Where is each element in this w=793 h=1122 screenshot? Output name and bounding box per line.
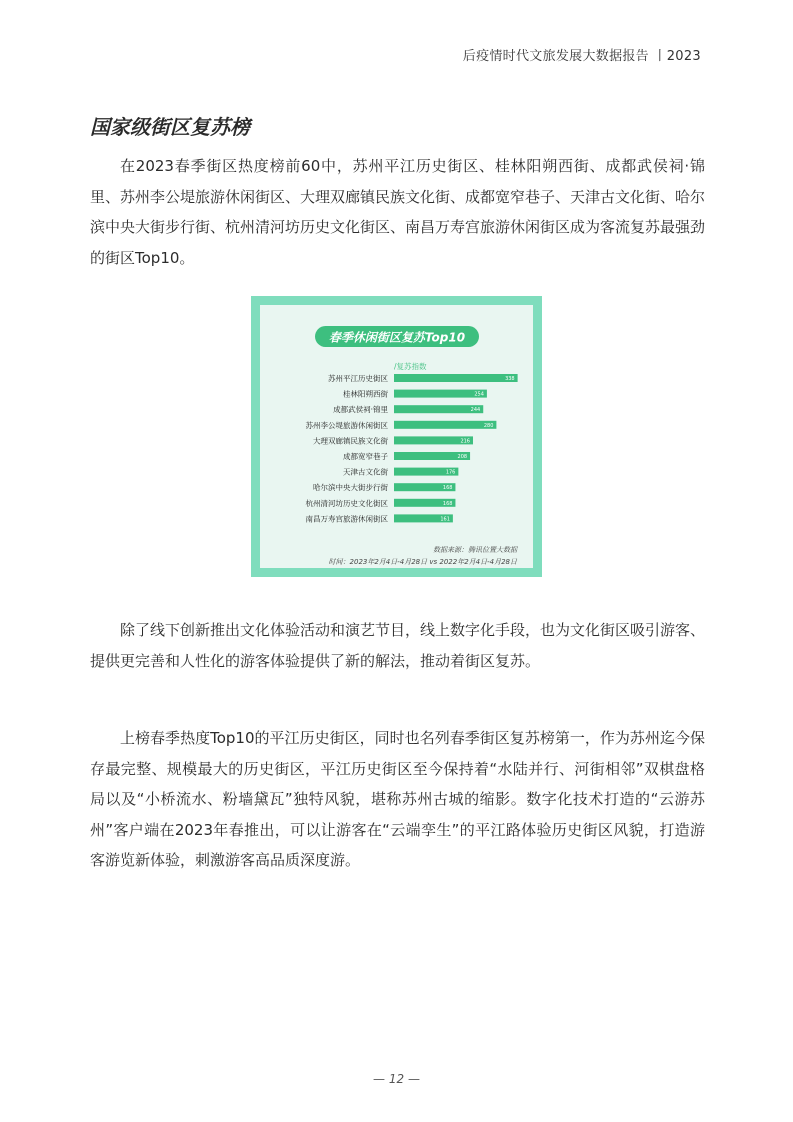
bar xyxy=(394,421,496,429)
bar-category-label: 苏州平江历史街区 xyxy=(328,374,388,383)
chart-title: 春季休闲街区复苏Top10 xyxy=(328,330,466,345)
chart-card xyxy=(251,296,542,577)
bar-category-label: 杭州清河坊历史文化街区 xyxy=(305,498,388,508)
bar xyxy=(394,374,518,382)
pingjiang-paragraph: 上榜春季热度Top10的平江历史街区，同时也名列春季街区复苏榜第一，作为苏州迄今保存最完整、规模最大的历史街区，平江历史街区至今保持着“水陆并行、河街相邻”双棋盘格局以及“小桥流水、粉墙黛瓦”独特风貌，堪称苏州古城的缩影。数字化技术打造的“云游苏州”客户端在2023年春推出，可以让游客在“云端孪生”的平江路体验历史街区风貌，打造游客游览新体验，刺激游客高品质深度游。 xyxy=(90,729,705,869)
bar-value-label: 161 xyxy=(440,516,450,523)
bar-value-label: 338 xyxy=(505,376,515,382)
bar xyxy=(394,390,487,398)
chart-period: 时间：2023年2月4日-4月28日 vs 2022年2月4日-4月28日 xyxy=(328,558,517,566)
intro-paragraph: 在2023春季街区热度榜前60中，苏州平江历史街区、桂林阳朔西街、成都武侯祠·锦里、苏州李公堤旅游休闲街区、大理双廊镇民族文化街、成都宽窄巷子、天津古文化街、哈尔滨中央大街步行街、杭州清河坊历史文化街区、南昌万寿宫旅游休闲街区成为客流复苏最强劲的街区Top10。 xyxy=(90,157,706,267)
chart-source: 数据来源：腾讯位置大数据 xyxy=(433,546,517,554)
bar-value-label: 254 xyxy=(474,391,484,398)
bar-category-label: 成都宽窄巷子 xyxy=(343,452,388,461)
bar-value-label: 244 xyxy=(470,407,481,414)
bar-category-label: 哈尔滨中央大街步行街 xyxy=(313,483,388,493)
bar-value-label: 208 xyxy=(457,454,468,460)
bar-value-label: 168 xyxy=(442,485,453,492)
bar-category-label: 成都武侯祠·锦里 xyxy=(333,405,388,415)
bar-category-label: 苏州李公堤旅游休闲街区 xyxy=(305,420,388,430)
page-number: — 12 — xyxy=(373,1072,420,1086)
bar-value-label: 216 xyxy=(460,438,470,445)
bar-category-label: 南昌万寿宫旅游休闲街区 xyxy=(305,514,388,524)
chart-inner xyxy=(260,305,533,568)
bar-category-label: 大理双廊镇民族文化街 xyxy=(313,436,388,446)
bar-value-label: 280 xyxy=(483,422,494,429)
digital-paragraph: 除了线下创新推出文化体验活动和演艺节目，线上数字化手段，也为文化街区吸引游客、提供更完善和人性化的游客体验提供了新的解法，推动着街区复苏。 xyxy=(90,621,706,670)
bar-category-label: 天津古文化街 xyxy=(343,467,388,477)
section-title: 国家级街区复苏榜 xyxy=(90,115,250,139)
bar-value-label: 176 xyxy=(445,469,456,476)
bar-chart xyxy=(260,305,533,568)
bar-value-label: 168 xyxy=(442,500,453,507)
report-header: 后疫情时代文旅发展大数据报告 丨2023 xyxy=(462,49,701,64)
chart-ylabel: /复苏指数 xyxy=(394,362,427,371)
bars-group xyxy=(306,373,518,523)
bar-category-label: 桂林阳朔西街 xyxy=(343,389,388,399)
